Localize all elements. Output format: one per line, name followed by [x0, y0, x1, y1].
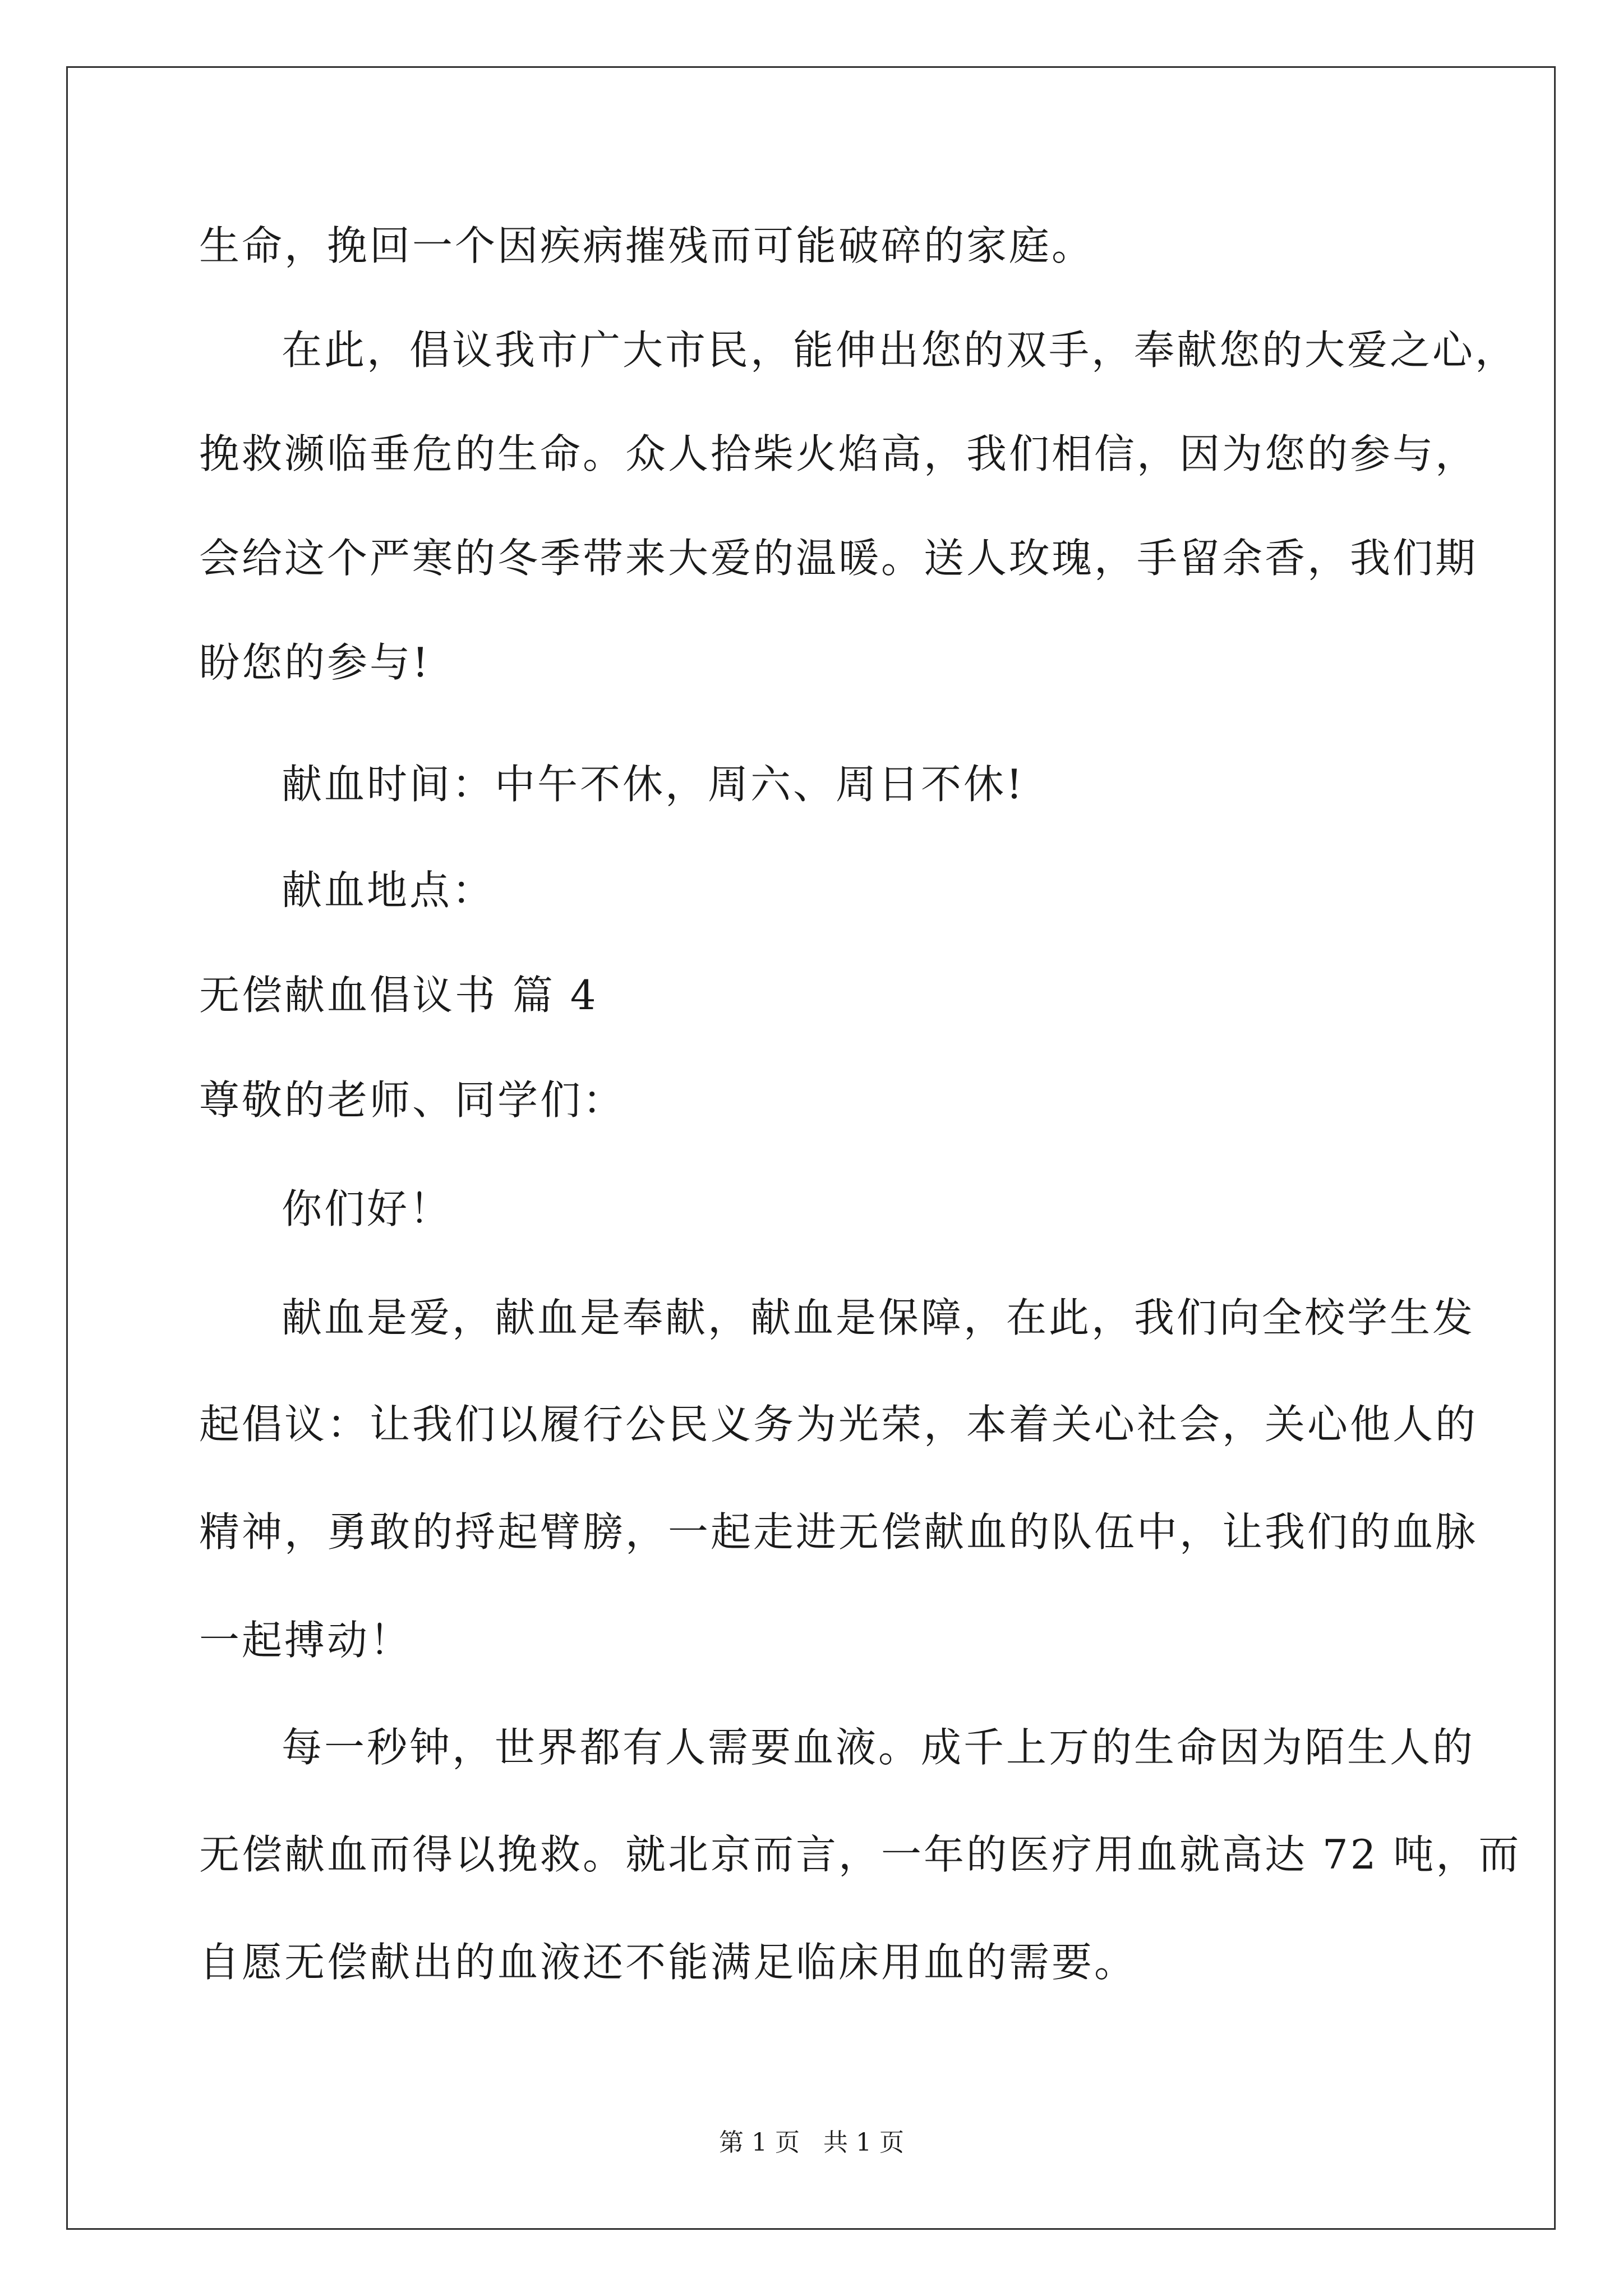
- text-line: 献血时间：中午不休，周六、周日不休!: [282, 761, 1025, 808]
- page-border: [66, 66, 1556, 2230]
- text-line: 在此，倡议我市广大市民，能伸出您的双手，奉献您的大爱之心，: [282, 326, 1518, 374]
- section-heading: 无偿献血倡议书 篇 4: [199, 972, 598, 1019]
- text-line: 无偿献血而得以挽救。就北京而言，一年的医疗用血就高达 72 吨，而: [199, 1831, 1521, 1878]
- text-line: 每一秒钟，世界都有人需要血液。成千上万的生命因为陌生人的: [282, 1724, 1476, 1771]
- text-line: 生命，挽回一个因疾病摧残而可能破碎的家庭。: [199, 222, 1095, 269]
- salutation: 尊敬的老师、同学们：: [199, 1076, 626, 1124]
- greeting: 你们好！: [282, 1185, 453, 1232]
- text-line: 精神，勇敢的捋起臂膀，一起走进无偿献血的队伍中，让我们的血脉: [199, 1508, 1478, 1556]
- text-line: 献血是爱，献血是奉献，献血是保障，在此，我们向全校学生发: [282, 1294, 1476, 1341]
- text-line: 挽救濒临垂危的生命。众人拾柴火焰高，我们相信，因为您的参与，: [199, 430, 1478, 477]
- page-footer: 第 1 页 共 1 页: [719, 2128, 904, 2157]
- text-line: 献血地点：: [282, 867, 495, 914]
- text-line: 自愿无偿献出的血液还不能满足临床用血的需要。: [199, 1939, 1137, 1986]
- text-line: 会给这个严寒的冬季带来大爱的温暖。送人玫瑰，手留余香，我们期: [199, 535, 1478, 582]
- text-line: 盼您的参与!: [199, 639, 431, 686]
- text-line: 起倡议：让我们以履行公民义务为光荣，本着关心社会，关心他人的: [199, 1401, 1478, 1448]
- text-line: 一起搏动！: [199, 1617, 413, 1664]
